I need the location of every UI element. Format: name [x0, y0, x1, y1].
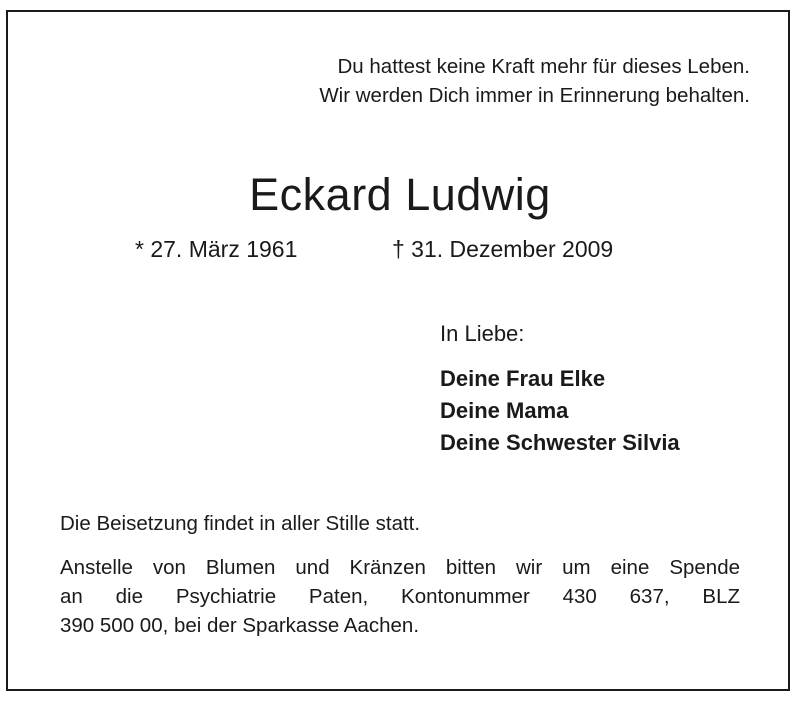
donation-request-line: an die Psychiatrie Paten, Kontonummer 430 637, BLZ — [60, 585, 740, 608]
mourners-list — [440, 363, 680, 459]
mourner-name: Deine Mama — [440, 398, 569, 423]
donation-request-line: 390 500 00, bei der Sparkasse Aachen. — [60, 614, 420, 637]
quote-line: Wir werden Dich immer in Erinnerung behalten. — [319, 84, 750, 107]
mourners-intro: In Liebe: — [440, 321, 525, 346]
funeral-notice: Die Beisetzung findet in aller Stille statt. — [60, 512, 421, 535]
deceased-name: Eckard Ludwig — [249, 169, 551, 220]
quote-line: Du hattest keine Kraft mehr für dieses Leben. — [337, 55, 750, 78]
birth-date: * 27. März 1961 — [135, 236, 298, 262]
death-date: † 31. Dezember 2009 — [392, 236, 614, 262]
donation-request — [60, 553, 740, 640]
mourner-name: Deine Frau Elke — [440, 366, 606, 391]
memorial-quote — [319, 52, 750, 110]
donation-request-line: Anstelle von Blumen und Kränzen bitten wir um eine Spende — [60, 556, 740, 579]
mourner-name: Deine Schwester Silvia — [440, 430, 680, 455]
